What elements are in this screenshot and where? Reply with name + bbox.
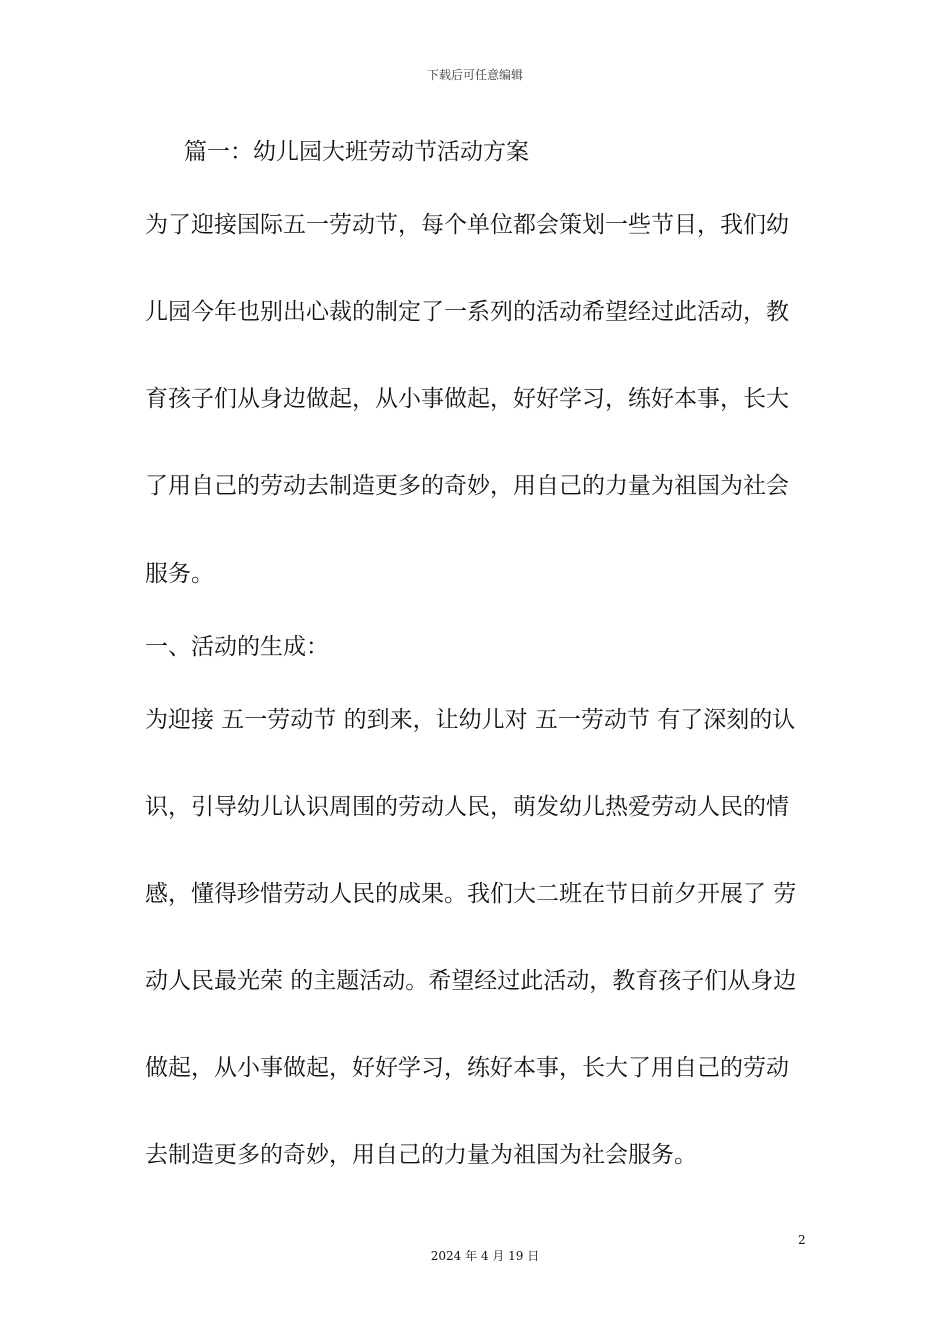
- page-footer-date: 2024 年 4 月 19 日: [430, 1249, 540, 1263]
- body-line-5: 服务。: [145, 561, 214, 587]
- body-line-9: 感，懂得珍惜劳动人民的成果。我们大二班在节日前夕开展了 劳: [145, 881, 797, 907]
- body-line-7: 为迎接 五一劳动节 的到来，让幼儿对 五一劳动节 有了深刻的认: [145, 707, 796, 733]
- body-line-8: 识，引导幼儿认识周围的劳动人民，萌发幼儿热爱劳动人民的情: [145, 794, 789, 820]
- body-line-4: 了用自己的劳动去制造更多的奇妙，用自己的力量为祖国为社会: [145, 473, 789, 499]
- body-line-2: 儿园今年也别出心裁的制定了一系列的活动希望经过此活动，教: [145, 299, 789, 325]
- body-line-1: 为了迎接国际五一劳动节，每个单位都会策划一些节目，我们幼: [145, 212, 789, 238]
- body-line-12: 去制造更多的奇妙，用自己的力量为祖国为社会服务。: [145, 1142, 697, 1168]
- document-title: 篇一：幼儿园大班劳动节活动方案: [184, 139, 529, 165]
- page-header: 下载后可任意编辑: [426, 68, 523, 82]
- section-heading: 一、活动的生成：: [145, 634, 329, 660]
- body-line-10: 动人民最光荣 的主题活动。希望经过此活动，教育孩子们从身边: [145, 968, 797, 994]
- body-line-3: 育孩子们从身边做起，从小事做起，好好学习，练好本事，长大: [145, 386, 789, 412]
- page-number: 2: [798, 1233, 806, 1247]
- body-line-11: 做起，从小事做起，好好学习，练好本事，长大了用自己的劳动: [145, 1055, 789, 1081]
